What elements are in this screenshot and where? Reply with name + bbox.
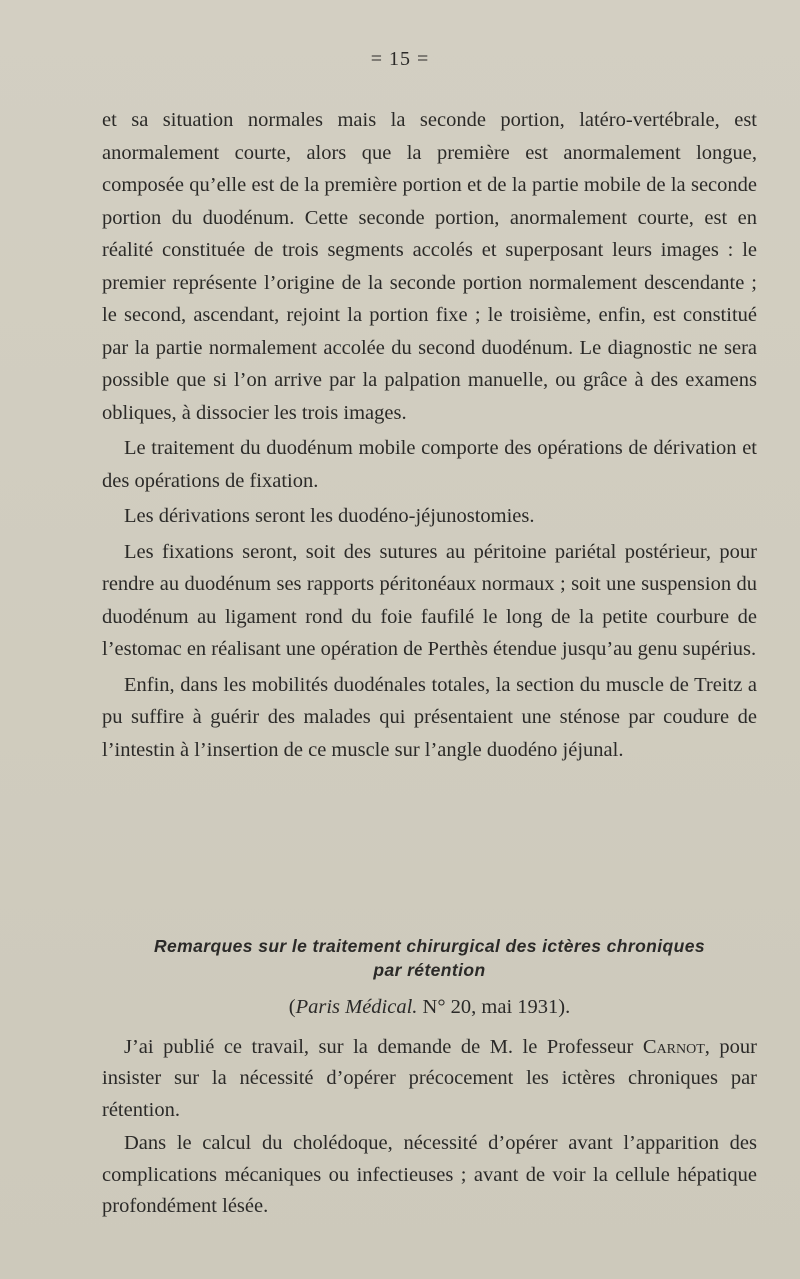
section-title — [102, 934, 757, 982]
professor-name: Carnot — [642, 1035, 705, 1058]
section-paragraph-1-start: J’ai publié ce travail, sur la demande de M. le Professeur — [124, 1035, 643, 1058]
reference-details: N° 20, mai 1931). — [417, 996, 571, 1018]
paragraph-4: Les fixations seront, soit des sutures au péritoine pariétal postérieur, pour rendre au duodénum ses rapports péritonéaux normaux ; soit une suspension du duodénum au ligament rond du foie faufilé le long de la petite courbure de l’estomac en réalisant une opération de Perthès étendue jusqu’au genu supérius. — [102, 540, 757, 660]
paragraph-2: Le traitement du duodénum mobile comporte des opérations de dérivation et des opérations de fixation. — [102, 437, 757, 492]
paragraph-3: Les dérivations seront les duodéno-jéjunostomies. — [124, 505, 535, 527]
body-text — [102, 104, 757, 766]
publication-reference — [102, 992, 757, 1024]
journal-name: Paris Médical. — [295, 996, 418, 1018]
section-title-line-2: par rétention — [373, 960, 486, 980]
page-number: = 15 = — [370, 48, 430, 70]
section-title-line-1: Remarques sur le traitement chirurgical des ictères chroniques — [154, 936, 705, 956]
paragraph-1: et sa situation normales mais la seconde portion, latéro-vertébrale, est anormalement courte, alors que la première est anormalement longue, composée qu’elle est de la première portion et de la partie mobile de la seconde portion du duodénum. Cette seconde portion, anormalement courte, est en réalité constituée de trois segments accolés et superposant leurs images : le premier représente l’origine de la seconde portion normalement descendante ; le second, ascendant, rejoint la portion fixe ; le troisième, enfin, est constitué par la partie normalement accolée du second duodénum. Le diagnostic ne sera possible que si l’on arrive par la palpation manuelle, ou grâce à des examens obliques, à dissocier les trois images. — [102, 109, 757, 424]
reference-open: ( — [288, 996, 296, 1018]
section-paragraph-2: Dans le calcul du cholédoque, nécessité d’opérer avant l’apparition des complications mécaniques ou infectieuses ; avant de voir la cellule hépatique profondément lésée. — [102, 1132, 757, 1217]
section-remarques — [102, 934, 757, 1223]
section-paragraph-1-end: , pour insister sur la nécessité d’opérer précocement les ictères chroniques par rétention. — [102, 1035, 757, 1121]
section-paragraph-1 — [102, 1032, 757, 1127]
paragraph-5: Enfin, dans les mobilités duodénales totales, la section du muscle de Treitz a pu suffire à guérir des malades qui présentaient une sténose par coudure de l’intestin à l’insertion de ce muscle sur l’angle duodéno jéjunal. — [102, 673, 757, 761]
